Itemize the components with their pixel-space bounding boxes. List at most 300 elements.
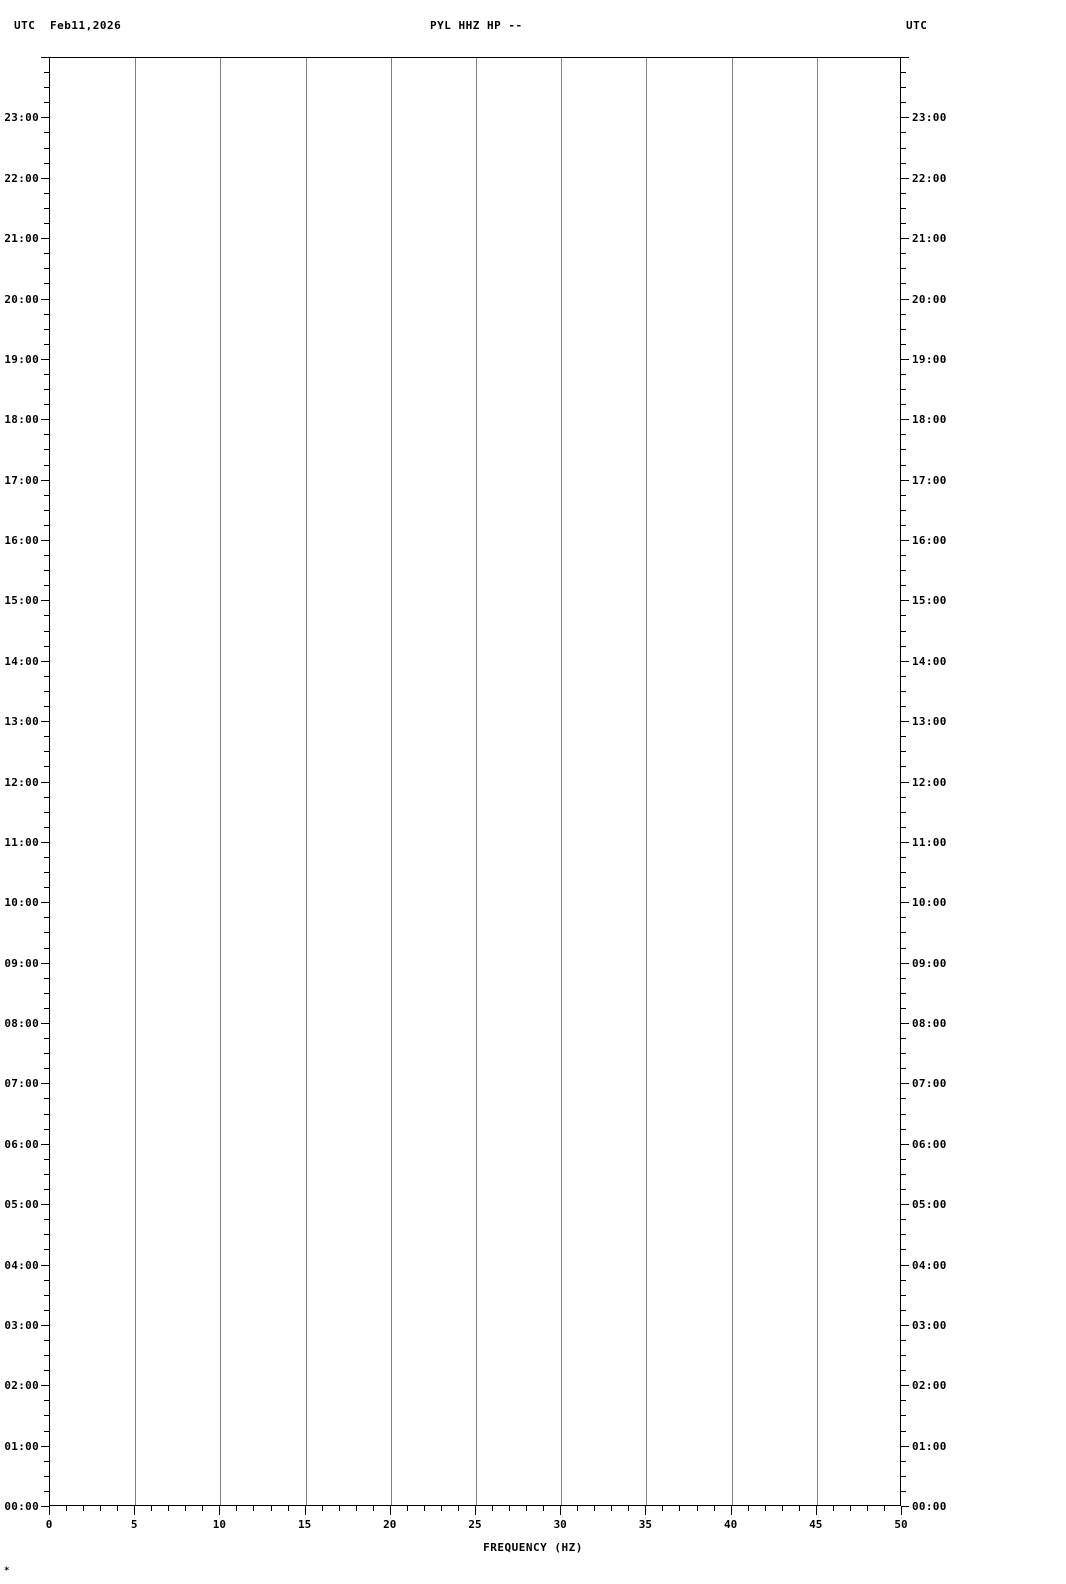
y-tick-major-left — [41, 1506, 49, 1507]
x-tick-minor — [628, 1506, 629, 1511]
x-axis-label: 15 — [297, 1518, 312, 1531]
x-axis-label: 30 — [553, 1518, 567, 1531]
y-tick-minor-left — [44, 102, 49, 103]
x-axis-label: 10 — [212, 1518, 227, 1531]
y-axis-label-right: 04:00 — [912, 1259, 947, 1272]
y-axis-label-left: 15:00 — [4, 594, 39, 607]
y-tick-minor-left — [44, 827, 49, 828]
x-tick-major — [731, 1506, 732, 1515]
y-tick-minor-right — [901, 344, 906, 345]
y-tick-major-left — [41, 1446, 49, 1447]
y-tick-major-right — [901, 1204, 909, 1205]
y-axis-label-right: 06:00 — [912, 1138, 947, 1151]
y-tick-minor-right — [901, 1159, 906, 1160]
y-tick-major-left — [41, 782, 49, 783]
y-axis-label-left: 20:00 — [4, 293, 39, 306]
y-tick-minor-left — [44, 978, 49, 979]
y-axis-label-left: 06:00 — [4, 1138, 39, 1151]
x-tick-minor — [202, 1506, 203, 1511]
y-tick-minor-right — [901, 1114, 906, 1115]
y-tick-minor-left — [44, 268, 49, 269]
y-tick-minor-right — [901, 827, 906, 828]
y-tick-minor-right — [901, 948, 906, 949]
x-tick-minor — [236, 1506, 237, 1511]
y-tick-minor-left — [44, 646, 49, 647]
y-tick-minor-left — [44, 525, 49, 526]
gridline-vertical — [732, 58, 733, 1505]
y-axis-label-right: 05:00 — [912, 1198, 947, 1211]
x-tick-major — [219, 1506, 220, 1515]
y-tick-minor-left — [44, 1280, 49, 1281]
y-tick-major-right — [901, 600, 909, 601]
y-tick-minor-right — [901, 1280, 906, 1281]
y-tick-minor-left — [44, 1159, 49, 1160]
y-tick-minor-right — [901, 102, 906, 103]
x-tick-minor — [407, 1506, 408, 1511]
y-tick-major-left — [41, 57, 49, 58]
y-tick-minor-left — [44, 797, 49, 798]
y-axis-label-right: 08:00 — [912, 1017, 947, 1030]
y-axis-label-left: 05:00 — [4, 1198, 39, 1211]
gridline-vertical — [220, 58, 221, 1505]
y-tick-minor-right — [901, 1249, 906, 1250]
y-tick-minor-left — [44, 993, 49, 994]
y-tick-minor-right — [901, 887, 906, 888]
x-tick-major — [816, 1506, 817, 1515]
y-tick-minor-right — [901, 1174, 906, 1175]
y-tick-minor-right — [901, 72, 906, 73]
y-tick-minor-left — [44, 1431, 49, 1432]
y-tick-minor-right — [901, 1008, 906, 1009]
y-tick-major-left — [41, 963, 49, 964]
y-tick-major-right — [901, 661, 909, 662]
y-tick-major-right — [901, 1144, 909, 1145]
x-tick-minor — [458, 1506, 459, 1511]
y-tick-minor-left — [44, 766, 49, 767]
y-tick-minor-left — [44, 495, 49, 496]
y-axis-label-right: 16:00 — [912, 534, 947, 547]
y-tick-major-left — [41, 1144, 49, 1145]
y-tick-minor-left — [44, 812, 49, 813]
y-tick-major-left — [41, 480, 49, 481]
y-axis-label-left: 23:00 — [4, 111, 39, 124]
y-tick-major-left — [41, 359, 49, 360]
y-tick-minor-right — [901, 510, 906, 511]
y-tick-minor-right — [901, 676, 906, 677]
y-tick-minor-left — [44, 1189, 49, 1190]
x-tick-minor — [867, 1506, 868, 1511]
gridline-vertical — [561, 58, 562, 1505]
header-date-label: Feb11,2026 — [50, 19, 122, 32]
y-tick-minor-left — [44, 615, 49, 616]
y-tick-minor-left — [44, 389, 49, 390]
y-tick-minor-right — [901, 615, 906, 616]
y-tick-minor-right — [901, 1431, 906, 1432]
y-tick-minor-left — [44, 132, 49, 133]
y-tick-minor-right — [901, 1310, 906, 1311]
y-axis-label-right: 20:00 — [912, 293, 947, 306]
y-axis-label-left: 18:00 — [4, 413, 39, 426]
y-tick-minor-left — [44, 555, 49, 556]
spectrogram-plot-area — [49, 57, 901, 1506]
y-tick-minor-left — [44, 1355, 49, 1356]
y-tick-minor-right — [901, 736, 906, 737]
y-tick-minor-right — [901, 1038, 906, 1039]
y-tick-minor-right — [901, 268, 906, 269]
y-tick-minor-right — [901, 1053, 906, 1054]
y-tick-minor-right — [901, 993, 906, 994]
y-tick-major-left — [41, 1204, 49, 1205]
y-tick-major-right — [901, 963, 909, 964]
y-axis-label-left: 01:00 — [4, 1440, 39, 1453]
y-tick-minor-left — [44, 857, 49, 858]
x-tick-minor — [697, 1506, 698, 1511]
y-axis-label-left: 11:00 — [4, 836, 39, 849]
y-tick-minor-left — [44, 465, 49, 466]
y-tick-minor-right — [901, 797, 906, 798]
y-axis-label-left: 19:00 — [4, 353, 39, 366]
x-tick-minor — [66, 1506, 67, 1511]
y-tick-minor-left — [44, 223, 49, 224]
y-tick-minor-right — [901, 1098, 906, 1099]
x-tick-minor — [765, 1506, 766, 1511]
y-tick-minor-right — [901, 434, 906, 435]
y-axis-label-left: 14:00 — [4, 655, 39, 668]
y-tick-minor-left — [44, 87, 49, 88]
x-axis-title: FREQUENCY (HZ) — [483, 1541, 583, 1554]
x-tick-minor — [577, 1506, 578, 1511]
gridline-vertical — [391, 58, 392, 1505]
y-tick-minor-left — [44, 314, 49, 315]
x-tick-minor — [714, 1506, 715, 1511]
y-tick-minor-left — [44, 1174, 49, 1175]
y-tick-major-left — [41, 178, 49, 179]
x-tick-minor — [271, 1506, 272, 1511]
y-tick-major-left — [41, 600, 49, 601]
y-tick-minor-right — [901, 465, 906, 466]
y-tick-minor-right — [901, 932, 906, 933]
y-axis-label-right: 13:00 — [912, 715, 947, 728]
y-axis-label-right: 23:00 — [912, 111, 947, 124]
x-tick-minor — [100, 1506, 101, 1511]
y-tick-major-right — [901, 178, 909, 179]
y-tick-major-right — [901, 540, 909, 541]
x-tick-minor — [526, 1506, 527, 1511]
y-tick-minor-right — [901, 132, 906, 133]
x-axis-label: 20 — [383, 1518, 397, 1531]
y-axis-label-right: 02:00 — [912, 1379, 947, 1392]
x-tick-minor — [339, 1506, 340, 1511]
y-tick-minor-left — [44, 1340, 49, 1341]
y-tick-minor-left — [44, 570, 49, 571]
corner-mark: * — [4, 1566, 10, 1576]
y-tick-major-right — [901, 419, 909, 420]
y-tick-major-left — [41, 419, 49, 420]
y-axis-label-left: 17:00 — [4, 474, 39, 487]
y-tick-minor-right — [901, 1415, 906, 1416]
x-tick-minor — [509, 1506, 510, 1511]
y-tick-major-right — [901, 359, 909, 360]
y-tick-minor-right — [901, 329, 906, 330]
y-tick-minor-right — [901, 163, 906, 164]
y-axis-label-left: 13:00 — [4, 715, 39, 728]
y-tick-minor-left — [44, 329, 49, 330]
y-tick-major-right — [901, 1325, 909, 1326]
gridline-vertical — [306, 58, 307, 1505]
y-axis-label-right: 03:00 — [912, 1319, 947, 1332]
x-tick-minor — [168, 1506, 169, 1511]
y-axis-label-right: 01:00 — [912, 1440, 947, 1453]
y-tick-minor-left — [44, 917, 49, 918]
y-tick-minor-left — [44, 253, 49, 254]
y-tick-minor-right — [901, 253, 906, 254]
y-tick-minor-right — [901, 1491, 906, 1492]
y-tick-minor-right — [901, 631, 906, 632]
y-tick-major-left — [41, 1325, 49, 1326]
y-axis-label-right: 18:00 — [912, 413, 947, 426]
y-axis-label-right: 10:00 — [912, 896, 947, 909]
y-tick-minor-right — [901, 525, 906, 526]
y-tick-minor-right — [901, 404, 906, 405]
y-axis-label-right: 07:00 — [912, 1077, 947, 1090]
y-tick-minor-left — [44, 1038, 49, 1039]
y-tick-minor-left — [44, 374, 49, 375]
y-tick-minor-right — [901, 374, 906, 375]
y-axis-label-right: 09:00 — [912, 957, 947, 970]
y-tick-major-left — [41, 238, 49, 239]
x-tick-minor — [611, 1506, 612, 1511]
x-tick-minor — [288, 1506, 289, 1511]
x-tick-minor — [543, 1506, 544, 1511]
y-tick-minor-left — [44, 1415, 49, 1416]
x-tick-minor — [782, 1506, 783, 1511]
y-axis-label-right: 22:00 — [912, 172, 947, 185]
y-axis-label-left: 04:00 — [4, 1259, 39, 1272]
x-axis-label: 35 — [638, 1518, 653, 1531]
y-tick-minor-right — [901, 1461, 906, 1462]
y-axis-label-left: 00:00 — [4, 1500, 39, 1513]
y-tick-major-left — [41, 540, 49, 541]
y-axis-label-left: 22:00 — [4, 172, 39, 185]
y-tick-minor-left — [44, 676, 49, 677]
y-tick-minor-left — [44, 148, 49, 149]
y-tick-minor-left — [44, 691, 49, 692]
y-tick-major-right — [901, 721, 909, 722]
y-tick-minor-right — [901, 1219, 906, 1220]
y-tick-minor-left — [44, 208, 49, 209]
y-axis-label-right: 12:00 — [912, 776, 947, 789]
y-tick-minor-left — [44, 72, 49, 73]
y-axis-label-left: 08:00 — [4, 1017, 39, 1030]
x-tick-minor — [424, 1506, 425, 1511]
x-tick-minor — [833, 1506, 834, 1511]
y-tick-minor-right — [901, 87, 906, 88]
y-axis-label-left: 03:00 — [4, 1319, 39, 1332]
x-tick-minor — [662, 1506, 663, 1511]
y-tick-minor-right — [901, 148, 906, 149]
y-tick-minor-right — [901, 1370, 906, 1371]
y-tick-minor-left — [44, 948, 49, 949]
x-tick-minor — [253, 1506, 254, 1511]
y-tick-major-left — [41, 661, 49, 662]
y-tick-major-right — [901, 902, 909, 903]
y-tick-minor-right — [901, 706, 906, 707]
x-tick-minor — [117, 1506, 118, 1511]
y-tick-minor-right — [901, 495, 906, 496]
y-axis-label-left: 02:00 — [4, 1379, 39, 1392]
y-tick-major-right — [901, 842, 909, 843]
y-tick-minor-right — [901, 1355, 906, 1356]
y-tick-minor-right — [901, 646, 906, 647]
y-tick-minor-left — [44, 751, 49, 752]
y-tick-major-right — [901, 1446, 909, 1447]
y-tick-minor-left — [44, 1129, 49, 1130]
x-tick-major — [49, 1506, 50, 1515]
x-tick-major — [475, 1506, 476, 1515]
y-tick-minor-right — [901, 314, 906, 315]
y-tick-minor-left — [44, 932, 49, 933]
y-tick-major-right — [901, 782, 909, 783]
y-tick-minor-right — [901, 449, 906, 450]
x-tick-minor — [83, 1506, 84, 1511]
x-tick-minor — [151, 1506, 152, 1511]
y-tick-minor-left — [44, 1008, 49, 1009]
y-tick-major-left — [41, 721, 49, 722]
x-axis-label: 45 — [809, 1518, 823, 1531]
y-axis-label-right: 17:00 — [912, 474, 947, 487]
y-tick-minor-left — [44, 1400, 49, 1401]
y-tick-minor-left — [44, 872, 49, 873]
y-tick-major-right — [901, 1083, 909, 1084]
y-axis-label-right: 19:00 — [912, 353, 947, 366]
y-tick-minor-left — [44, 510, 49, 511]
y-tick-minor-right — [901, 1234, 906, 1235]
header-station-title: PYL HHZ HP -- — [430, 19, 523, 32]
y-tick-major-right — [901, 1506, 909, 1507]
y-tick-major-right — [901, 117, 909, 118]
y-tick-minor-left — [44, 404, 49, 405]
y-tick-minor-left — [44, 706, 49, 707]
x-axis-label: 50 — [894, 1518, 908, 1531]
y-tick-minor-right — [901, 1189, 906, 1190]
y-tick-minor-left — [44, 1491, 49, 1492]
y-tick-major-right — [901, 57, 909, 58]
y-tick-major-left — [41, 1083, 49, 1084]
y-tick-minor-right — [901, 857, 906, 858]
y-tick-minor-right — [901, 223, 906, 224]
y-tick-major-left — [41, 1023, 49, 1024]
x-tick-major — [305, 1506, 306, 1515]
y-axis-label-right: 21:00 — [912, 232, 947, 245]
y-axis-label-right: 11:00 — [912, 836, 947, 849]
y-tick-minor-right — [901, 1476, 906, 1477]
y-axis-label-left: 12:00 — [4, 776, 39, 789]
y-tick-major-left — [41, 117, 49, 118]
y-tick-minor-left — [44, 1098, 49, 1099]
y-tick-minor-right — [901, 1295, 906, 1296]
y-axis-label-left: 21:00 — [4, 232, 39, 245]
y-tick-minor-right — [901, 585, 906, 586]
y-tick-minor-right — [901, 691, 906, 692]
y-tick-major-left — [41, 1385, 49, 1386]
y-tick-minor-right — [901, 1129, 906, 1130]
y-axis-label-right: 00:00 — [912, 1500, 947, 1513]
y-axis-label-left: 16:00 — [4, 534, 39, 547]
y-tick-minor-right — [901, 1068, 906, 1069]
y-tick-minor-right — [901, 283, 906, 284]
y-tick-minor-right — [901, 872, 906, 873]
x-tick-minor — [679, 1506, 680, 1511]
gridline-vertical — [476, 58, 477, 1505]
y-tick-major-right — [901, 299, 909, 300]
y-tick-major-right — [901, 1265, 909, 1266]
y-tick-minor-left — [44, 163, 49, 164]
y-tick-minor-left — [44, 1310, 49, 1311]
y-tick-minor-left — [44, 1068, 49, 1069]
y-tick-minor-right — [901, 1400, 906, 1401]
y-tick-major-right — [901, 238, 909, 239]
gridline-vertical — [135, 58, 136, 1505]
y-tick-major-left — [41, 902, 49, 903]
y-tick-minor-right — [901, 751, 906, 752]
x-axis-label: 40 — [723, 1518, 738, 1531]
x-tick-minor — [373, 1506, 374, 1511]
y-tick-major-right — [901, 1385, 909, 1386]
y-tick-major-left — [41, 1265, 49, 1266]
y-tick-minor-right — [901, 193, 906, 194]
x-tick-minor — [492, 1506, 493, 1511]
y-tick-minor-left — [44, 434, 49, 435]
y-axis-label-left: 07:00 — [4, 1077, 39, 1090]
gridline-vertical — [817, 58, 818, 1505]
x-tick-minor — [799, 1506, 800, 1511]
x-tick-minor — [884, 1506, 885, 1511]
y-tick-minor-right — [901, 766, 906, 767]
y-tick-minor-right — [901, 570, 906, 571]
y-tick-major-left — [41, 842, 49, 843]
y-tick-minor-left — [44, 736, 49, 737]
y-tick-minor-right — [901, 555, 906, 556]
x-axis-label: 0 — [45, 1518, 53, 1531]
x-tick-minor — [356, 1506, 357, 1511]
y-tick-minor-left — [44, 585, 49, 586]
y-tick-minor-right — [901, 208, 906, 209]
x-axis-label: 5 — [130, 1518, 138, 1531]
y-tick-minor-left — [44, 344, 49, 345]
y-axis-label-right: 15:00 — [912, 594, 947, 607]
y-tick-minor-left — [44, 887, 49, 888]
y-tick-minor-left — [44, 1114, 49, 1115]
y-axis-label-left: 09:00 — [4, 957, 39, 970]
x-tick-minor — [748, 1506, 749, 1511]
x-tick-major — [645, 1506, 646, 1515]
x-axis-label: 25 — [468, 1518, 482, 1531]
y-tick-minor-right — [901, 389, 906, 390]
y-tick-minor-left — [44, 1234, 49, 1235]
y-tick-minor-left — [44, 1219, 49, 1220]
y-tick-major-right — [901, 1023, 909, 1024]
x-tick-minor — [850, 1506, 851, 1511]
x-tick-minor — [185, 1506, 186, 1511]
y-axis-label-left: 10:00 — [4, 896, 39, 909]
x-tick-minor — [441, 1506, 442, 1511]
y-tick-minor-left — [44, 1461, 49, 1462]
y-axis-label-right: 14:00 — [912, 655, 947, 668]
gridline-vertical — [646, 58, 647, 1505]
x-tick-major — [134, 1506, 135, 1515]
x-tick-minor — [594, 1506, 595, 1511]
x-tick-major — [901, 1506, 902, 1515]
